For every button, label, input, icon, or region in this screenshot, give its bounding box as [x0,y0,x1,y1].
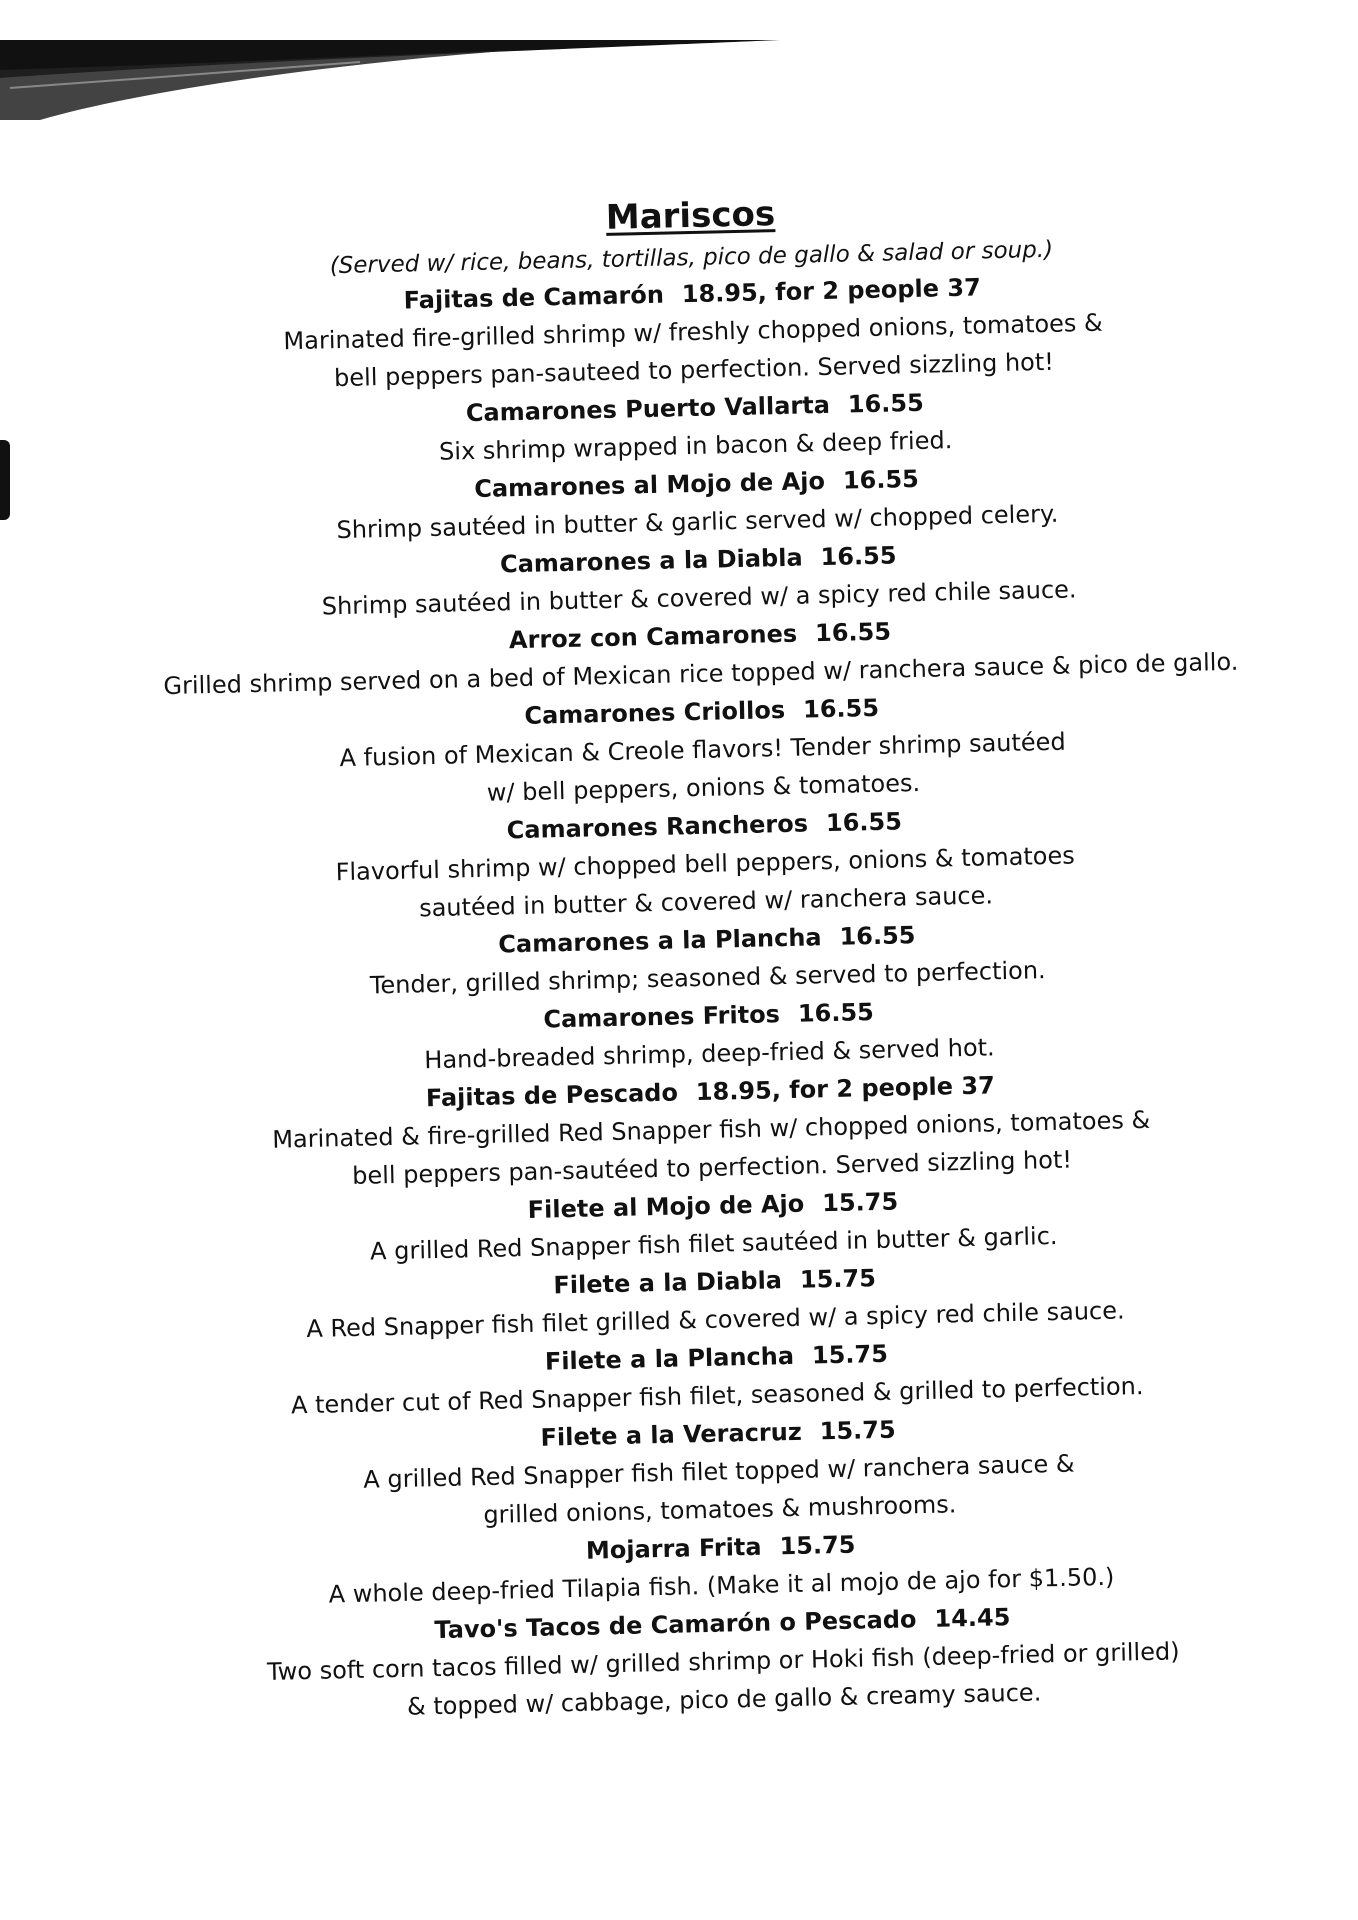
menu-item-name: Tavo's Tacos de Camarón o Pescado [434,1605,917,1645]
menu-item-name: Camarones Puerto Vallarta [465,390,831,428]
menu-item-price: 14.45 [934,1603,1011,1633]
menu-item-description: Marinated & fire-grilled Red Snapper fish w/ chopped onions, tomatoes & [271,1105,1151,1154]
menu-item-description: Shrimp sautéed in butter & garlic served w/ chopped celery. [336,499,1059,545]
menu-item-description: Six shrimp wrapped in bacon & deep fried. [438,426,953,466]
menu-item-price: 16.55 [847,388,925,419]
menu-item-name: Camarones a la Plancha [498,923,822,959]
menu-item-price: 16.55 [842,464,920,495]
menu-item-description: Hand-breaded shrimp, deep-fried & served hot. [424,1033,995,1075]
menu-item-name: Camarones Fritos [543,1000,781,1034]
menu-item-price: 16.55 [825,807,903,838]
menu-item-list [132,262,1284,1731]
menu-item-price: 16.55 [797,998,875,1028]
menu-item-description: sautéed in butter & covered w/ ranchera sauce. [418,881,994,923]
scan-edge-shadow [0,0,1358,130]
menu-item-description: A grilled Red Snapper fish filet sautéed in butter & garlic. [369,1221,1058,1266]
menu-item-description: & topped w/ cabbage, pico de gallo & creamy sauce. [406,1678,1042,1721]
menu-item-description: bell peppers pan-sautéed to perfection. Served sizzling hot! [351,1145,1073,1190]
menu-item-name: Camarones Criollos [524,695,786,730]
menu-item-price: 18.95, for 2 people 37 [681,273,982,309]
menu-item-price: 15.75 [811,1339,889,1370]
menu-item-description: A tender cut of Red Snapper fish filet, seasoned & grilled to perfection. [290,1372,1144,1420]
menu-item-name: Filete a la Plancha [544,1341,795,1376]
page-title: Mariscos [605,194,776,238]
menu-item-description: Two soft corn tacos filled w/ grilled shrimp or Hoki fish (deep-fried or grilled) [266,1637,1180,1686]
menu-page [130,182,1284,1731]
menu-item-name: Camarones a la Diabla [499,543,803,579]
menu-item-description: A grilled Red Snapper fish filet topped w/ ranchera sauce & [363,1449,1075,1494]
menu-item-description: A Red Snapper fish filet grilled & covered w/ a spicy red chile sauce. [306,1296,1125,1343]
menu-item-price: 18.95, for 2 people 37 [695,1071,996,1107]
menu-item-name: Fajitas de Camarón [403,280,665,315]
menu-item-description: Marinated fire-grilled shrimp w/ freshly chopped onions, tomatoes & [283,308,1104,356]
menu-item-price: 15.75 [799,1264,877,1294]
menu-item-name: Filete al Mojo de Ajo [527,1189,805,1224]
menu-item-description: A fusion of Mexican & Creole flavors! Tender shrimp sautéed [339,727,1066,773]
menu-item-name: Camarones al Mojo de Ajo [473,467,826,503]
menu-item-name: Fajitas de Pescado [425,1078,679,1113]
menu-item-price: 15.75 [821,1187,899,1218]
menu-item-description: Flavorful shrimp w/ chopped bell peppers, onions & tomatoes [335,841,1076,887]
menu-item-name: Filete a la Veracruz [540,1417,803,1452]
menu-item-description: bell peppers pan-sauteed to perfection. Served sizzling hot! [333,347,1055,393]
menu-item-price: 15.75 [779,1530,856,1561]
menu-item-price: 15.75 [819,1415,896,1446]
menu-item-description: grilled onions, tomatoes & mushrooms. [483,1490,957,1530]
menu-item-description: Shrimp sautéed in butter & covered w/ a spicy red chile sauce. [321,575,1077,621]
menu-item-price: 16.55 [839,921,916,951]
menu-item-description: Grilled shrimp served on a bed of Mexican rice topped w/ ranchera sauce & pico de gallo. [163,647,1239,701]
scan-edge-mark [0,440,10,520]
menu-item-description: Tender, grilled shrimp; seasoned & served to perfection. [369,956,1046,1000]
menu-item-price: 16.55 [802,693,880,724]
menu-item-name: Mojarra Frita [585,1532,762,1565]
menu-item-name: Camarones Rancheros [506,809,809,845]
menu-item-description: A whole deep-fried Tilapia fish. (Make it al mojo de ajo for $1.50.) [328,1562,1115,1609]
menu-item-description: w/ bell peppers, onions & tomatoes. [486,768,921,807]
menu-item-name: Filete a la Diabla [553,1266,783,1300]
menu-subtitle: (Served w/ rice, beans, tortillas, pico de gallo & salad or soup.) [329,236,1054,280]
menu-item-price: 16.55 [814,617,892,648]
menu-item-name: Arroz con Camarones [508,619,798,655]
menu-item-price: 16.55 [820,541,897,572]
